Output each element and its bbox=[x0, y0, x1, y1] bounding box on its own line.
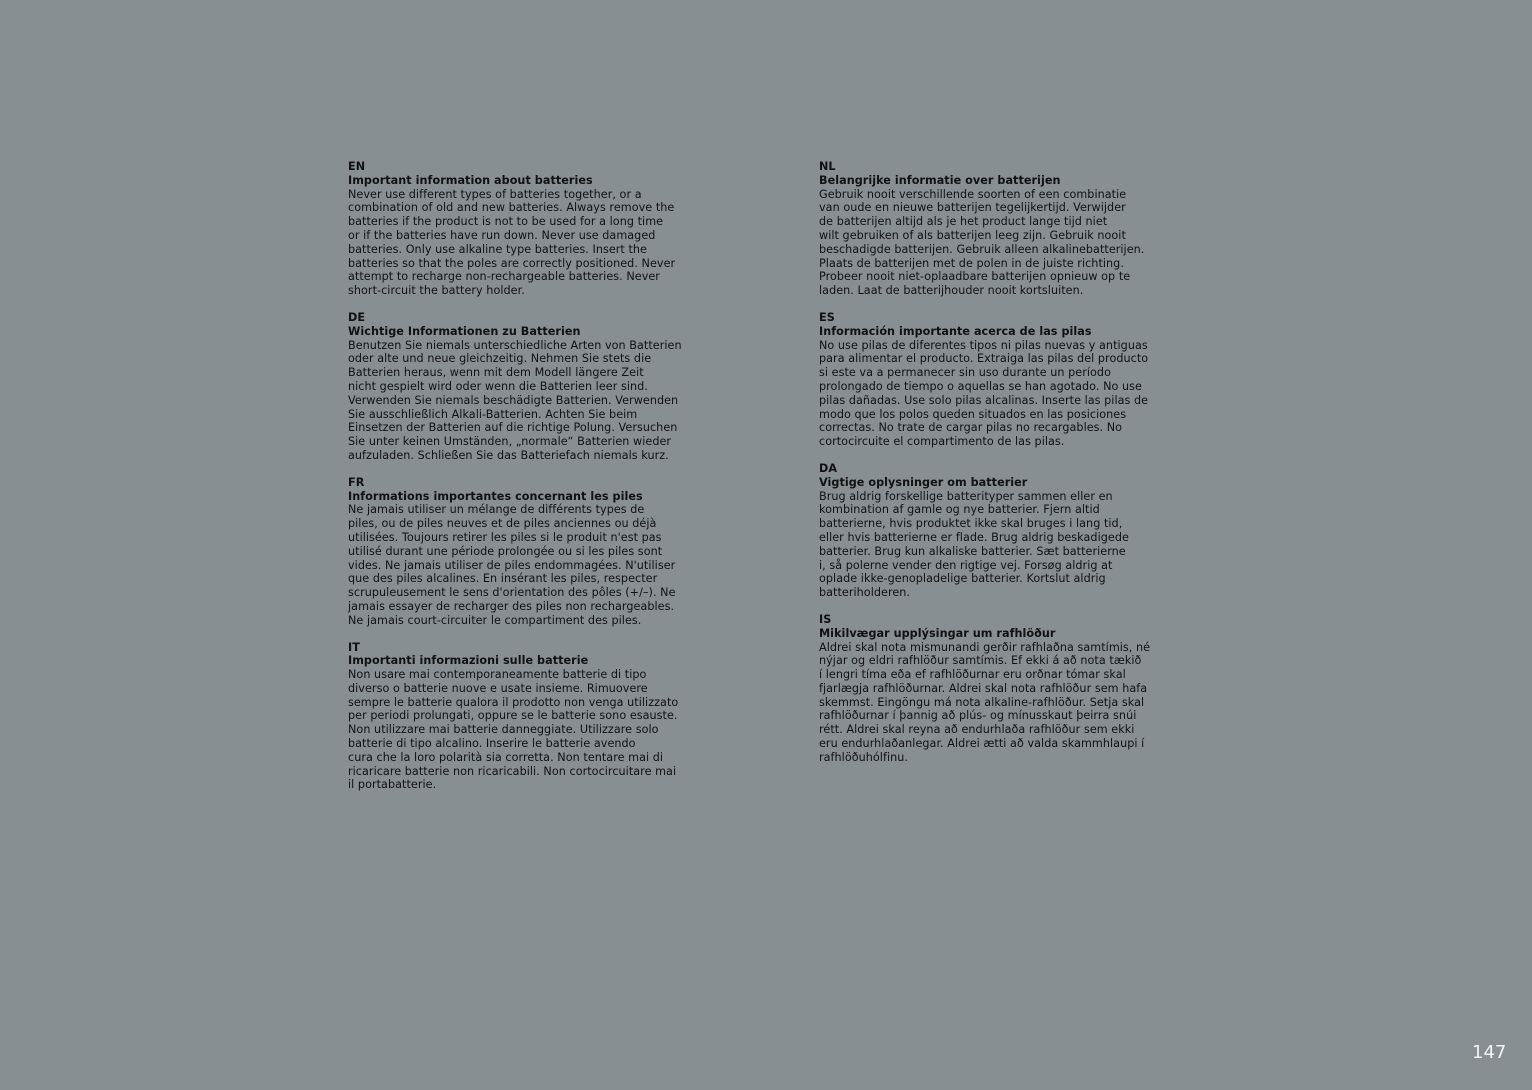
section-fr bbox=[348, 476, 698, 628]
section-de bbox=[348, 311, 698, 463]
body-line: aufzuladen. Schließen Sie das Batteriefach niemals kurz. bbox=[348, 448, 669, 462]
section-da bbox=[819, 462, 1164, 600]
body-line: Non utilizzare mai batterie danneggiate. Utilizzare solo bbox=[348, 723, 659, 737]
body-line: scrupuleusement le sens d'orientation des pôles (+/–). Ne bbox=[348, 586, 676, 600]
body-line: wilt gebruiken of als batterijen leeg zijn. Gebruik nooit bbox=[819, 228, 1126, 242]
body-line: Batterien heraus, wenn mit dem Modell längere Zeit bbox=[348, 366, 644, 380]
section-heading: Mikilvægar upplýsingar um rafhlöður bbox=[819, 626, 1056, 640]
body-line: skemmst. Eingöngu má nota alkaline-rafhlöður. Setja skal bbox=[819, 695, 1145, 709]
body-line: short-circuit the battery holder. bbox=[348, 284, 525, 298]
section-heading: Información importante acerca de las pilas bbox=[819, 324, 1092, 338]
language-code: FR bbox=[348, 475, 365, 489]
body-line: diverso o batterie nuove e usate insieme. Rimuovere bbox=[348, 681, 648, 695]
language-code: EN bbox=[348, 160, 366, 173]
body-line: batteries. Only use alkaline type batteries. Insert the bbox=[348, 242, 647, 256]
left-column bbox=[348, 160, 698, 805]
body-line: Ne jamais court-circuiter le compartiment des piles. bbox=[348, 613, 642, 627]
body-line: eru endurhlaðanlegar. Aldrei ætti að valda skammhlaupi í bbox=[819, 737, 1145, 751]
body-line: jamais essayer de recharger des piles non rechargeables. bbox=[348, 599, 675, 613]
body-line: Probeer nooit niet-oplaadbare batterijen opnieuw op te bbox=[819, 270, 1131, 284]
section-nl bbox=[819, 160, 1164, 298]
body-line: batteries so that the poles are correctly positioned. Never bbox=[348, 256, 676, 270]
body-line: sempre le batterie qualora il prodotto non venga utilizzato bbox=[348, 695, 679, 709]
body-line: fjarlægja rafhlöðurnar. Aldrei skal nota rafhlöður sem hafa bbox=[819, 681, 1148, 695]
section-it bbox=[348, 641, 698, 793]
body-line: Sie ausschließlich Alkali-Batterien. Achten Sie beim bbox=[348, 407, 638, 421]
body-line: or if the batteries have run down. Never use damaged bbox=[348, 228, 656, 242]
body-line: cortocircuite el compartimento de las pilas. bbox=[819, 435, 1065, 449]
body-line: rétt. Aldrei skal reyna að endurhlaða rafhlöður sem ekki bbox=[819, 723, 1135, 737]
body-line: per periodi prolungati, oppure se le batterie sono esauste. bbox=[348, 709, 678, 723]
body-line: Non usare mai contemporaneamente batterie di tipo bbox=[348, 668, 647, 682]
body-line: Brug aldrig forskellige batterityper sammen eller en bbox=[819, 489, 1113, 503]
body-line: Ne jamais utiliser un mélange de différents types de bbox=[348, 503, 645, 517]
section-is bbox=[819, 613, 1164, 765]
body-line: vides. Ne jamais utiliser de piles endommagées. N'utiliser bbox=[348, 558, 676, 572]
body-line: batteriholderen. bbox=[819, 586, 911, 600]
body-line: Benutzen Sie niemals unterschiedliche Arten von Batterien bbox=[348, 338, 682, 352]
body-line: Never use different types of batteries together, or a bbox=[348, 187, 642, 201]
body-line: No use pilas de diferentes tipos ni pilas nuevas y antiguas bbox=[819, 338, 1148, 352]
body-line: oplade ikke-genopladelige batterier. Kortslut aldrig bbox=[819, 572, 1106, 586]
body-line: rafhlöðuhólfinu. bbox=[819, 750, 908, 764]
body-line: batterierne, hvis produktet ikke skal bruges i lang tid, bbox=[819, 517, 1123, 531]
section-heading: Belangrijke informatie over batterijen bbox=[819, 173, 1061, 187]
body-line: Verwenden Sie niemals beschädigte Batterien. Verwenden bbox=[348, 393, 679, 407]
body-line: utilisé durant une période prolongée ou si les piles sont bbox=[348, 544, 663, 558]
body-line: modo que los polos queden situados en las posiciones bbox=[819, 407, 1127, 421]
section-heading: Wichtige Informationen zu Batterien bbox=[348, 324, 581, 338]
section-heading: Importanti informazioni sulle batterie bbox=[348, 654, 589, 668]
right-column bbox=[819, 160, 1164, 778]
body-line: utilisées. Toujours retirer les piles si le produit n'est pas bbox=[348, 530, 662, 544]
body-line: van oude en nieuwe batterijen tegelijkertijd. Verwijder bbox=[819, 201, 1126, 215]
language-code: IS bbox=[819, 612, 832, 626]
body-line: Einsetzen der Batterien auf die richtige Polung. Versuchen bbox=[348, 421, 678, 435]
body-line: de batterijen altijd als je het product lange tijd niet bbox=[819, 215, 1108, 229]
body-line: nýjar og eldri rafhlöður samtímis. Ef ekki á að nota tækið bbox=[819, 654, 1142, 668]
body-line: correctas. No trate de cargar pilas no recargables. No bbox=[819, 421, 1123, 435]
body-line: rafhlöðurnar í þannig að plús- og mínusskaut þeirra snúi bbox=[819, 709, 1137, 723]
body-line: beschadigde batterijen. Gebruik alleen alkalinebatterijen. bbox=[819, 242, 1145, 256]
section-es bbox=[819, 311, 1164, 449]
page-number: 147 bbox=[1472, 1042, 1507, 1063]
body-line: nicht gespielt wird oder wenn die Batterien leer sind. bbox=[348, 379, 648, 393]
body-line: attempt to recharge non-rechargeable batteries. Never bbox=[348, 270, 660, 284]
body-line: il portabatterie. bbox=[348, 778, 437, 792]
language-code: DA bbox=[819, 461, 838, 475]
section-en bbox=[348, 160, 698, 298]
body-line: oder alte und neue gleichzeitig. Nehmen Sie stets die bbox=[348, 352, 652, 366]
body-line: batterie di tipo alcalino. Inserire le batterie avendo bbox=[348, 737, 636, 751]
body-line: Plaats de batterijen met de polen in de juiste richting. bbox=[819, 256, 1124, 270]
body-line: si este va a permanecer sin uso durante un período bbox=[819, 366, 1111, 380]
body-line: pilas dañadas. Use solo pilas alcalinas. Inserte las pilas de bbox=[819, 393, 1149, 407]
body-line: que des piles alcalines. En insérant les piles, respecter bbox=[348, 572, 658, 586]
body-line: ricaricare batterie non ricaricabili. Non cortocircuitare mai bbox=[348, 764, 677, 778]
language-code: DE bbox=[348, 310, 366, 324]
section-heading: Vigtige oplysninger om batterier bbox=[819, 475, 1028, 489]
body-line: piles, ou de piles neuves et de piles anciennes ou déjà bbox=[348, 517, 657, 531]
body-line: Aldrei skal nota mismunandi gerðir rafhlaðna samtímis, né bbox=[819, 640, 1151, 654]
section-heading: Informations importantes concernant les piles bbox=[348, 489, 643, 503]
language-code: ES bbox=[819, 310, 835, 324]
body-line: prolongado de tiempo o aquellas se han agotado. No use bbox=[819, 379, 1142, 393]
body-line: combination of old and new batteries. Always remove the bbox=[348, 201, 675, 215]
body-line: batterier. Brug kun alkaliske batterier. Sæt batterierne bbox=[819, 544, 1126, 558]
body-line: Gebruik nooit verschillende soorten of een combinatie bbox=[819, 187, 1127, 201]
body-line: kombination af gamle og nye batterier. Fjern altid bbox=[819, 503, 1100, 517]
body-line: í lengri tíma eða ef rafhlöðurnar eru orðnar tómar skal bbox=[819, 668, 1126, 682]
language-code: IT bbox=[348, 640, 360, 654]
body-line: i, så polerne vender den rigtige vej. Forsøg aldrig at bbox=[819, 558, 1113, 572]
body-line: eller hvis batterierne er flade. Brug aldrig beskadigede bbox=[819, 530, 1129, 544]
body-line: para alimentar el producto. Extraiga las pilas del producto bbox=[819, 352, 1149, 366]
body-line: batteries if the product is not to be used for a long time bbox=[348, 215, 664, 229]
body-line: laden. Laat de batterijhouder nooit kortsluiten. bbox=[819, 284, 1084, 298]
body-line: Sie unter keinen Umständen, „normale“ Batterien wieder bbox=[348, 435, 672, 449]
body-line: cura che la loro polarità sia corretta. Non tentare mai di bbox=[348, 750, 664, 764]
section-heading: Important information about batteries bbox=[348, 173, 593, 187]
language-code: NL bbox=[819, 160, 836, 173]
